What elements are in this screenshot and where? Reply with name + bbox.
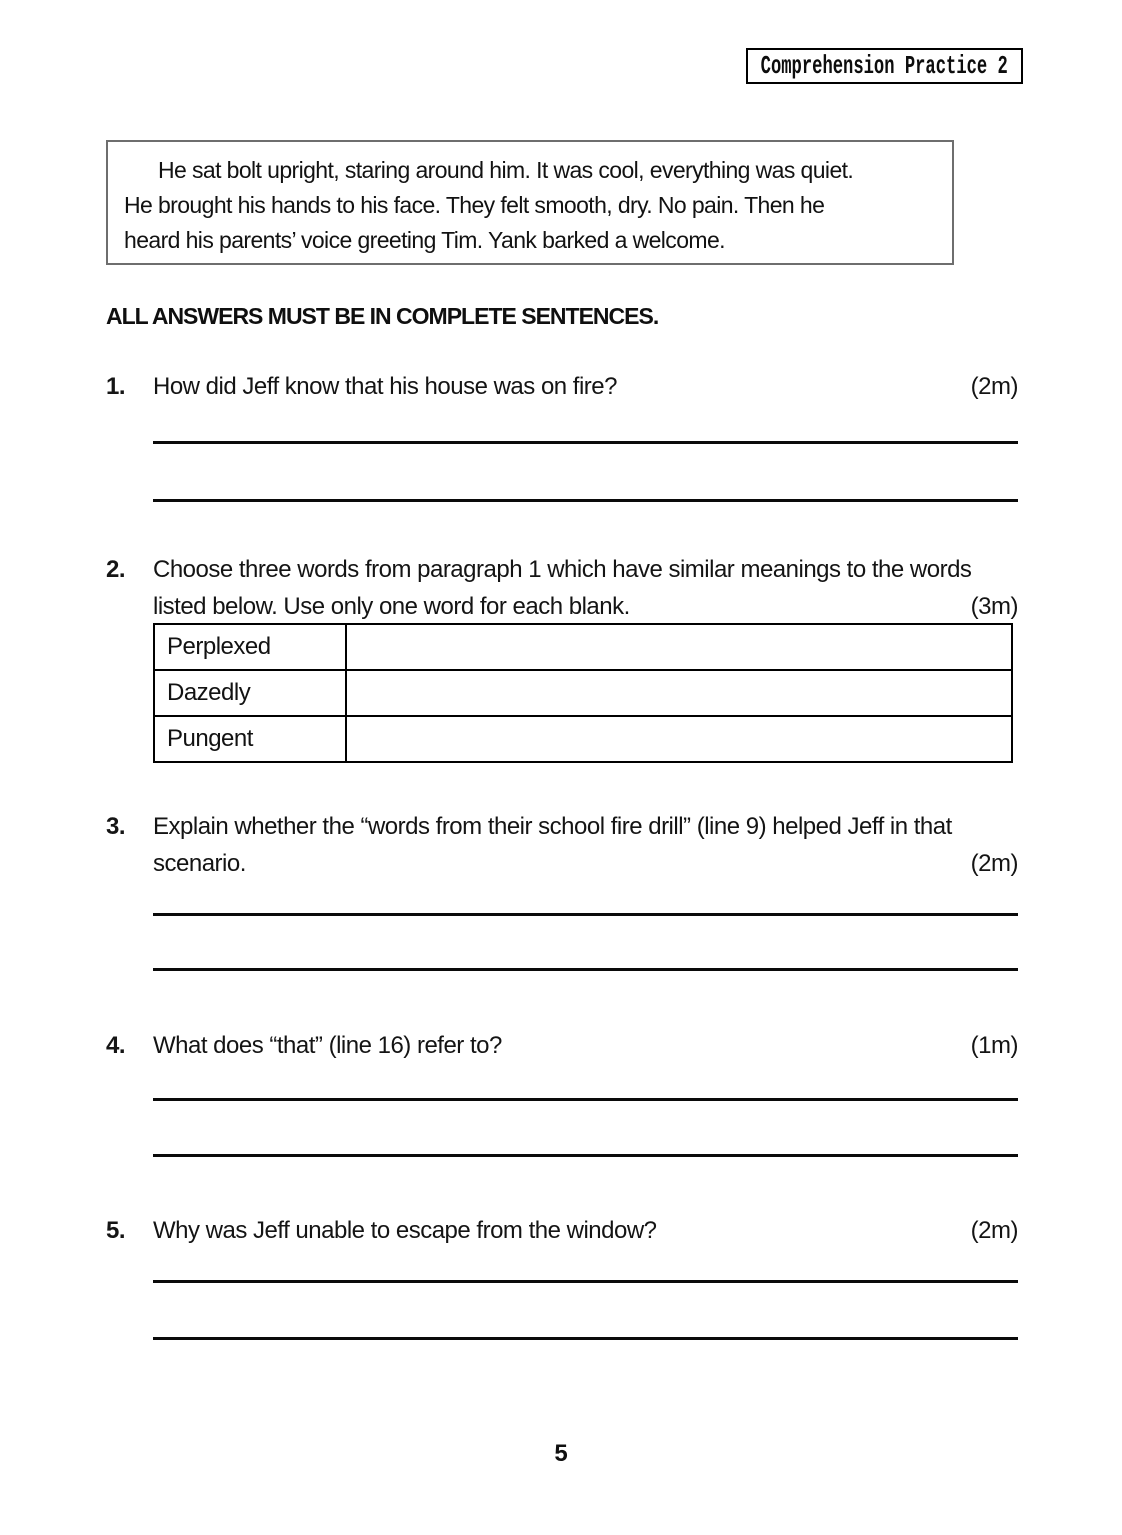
header-tag-text: Comprehension Practice 2 <box>760 51 1009 81</box>
question-1 <box>106 368 1018 405</box>
question-5 <box>106 1212 1018 1249</box>
header-tag <box>746 48 1023 84</box>
question-marks: (3m) <box>970 593 1018 620</box>
page-number: 5 <box>554 1440 568 1467</box>
question-text-line: Explain whether the “words from their school fire drill” (line 9) helped Jeff in that <box>153 813 952 840</box>
answer-line <box>153 441 1018 444</box>
question-marks: (2m) <box>970 850 1018 877</box>
passage-line: He brought his hands to his face. They felt smooth, dry. No pain. Then he <box>124 192 825 218</box>
table-row <box>154 624 1012 670</box>
question-4 <box>106 1027 1018 1064</box>
word-cell: Perplexed <box>154 624 346 670</box>
question-marks: (2m) <box>970 1217 1018 1244</box>
question-text <box>153 1212 1018 1249</box>
answer-line <box>153 499 1018 502</box>
question-text <box>153 551 1018 625</box>
synonym-table <box>153 623 1013 763</box>
answer-cell <box>346 670 1012 716</box>
question-2 <box>106 551 1018 625</box>
passage-box <box>106 140 954 265</box>
table-row <box>154 716 1012 762</box>
answer-line <box>153 1337 1018 1340</box>
instruction-heading: ALL ANSWERS MUST BE IN COMPLETE SENTENCES. <box>106 303 659 329</box>
answer-line <box>153 1098 1018 1101</box>
question-text-line: What does “that” (line 16) refer to? <box>153 1032 502 1059</box>
passage-line: heard his parents’ voice greeting Tim. Yank barked a welcome. <box>124 227 725 253</box>
word-cell: Dazedly <box>154 670 346 716</box>
question-marks: (2m) <box>970 373 1018 400</box>
answer-cell <box>346 716 1012 762</box>
passage-line: He sat bolt upright, staring around him. It was cool, everything was quiet. <box>158 157 854 183</box>
table-row <box>154 670 1012 716</box>
question-number: 4. <box>106 1032 126 1059</box>
question-3 <box>106 808 1018 882</box>
answer-line <box>153 1280 1018 1283</box>
answer-line <box>153 913 1018 916</box>
question-number: 1. <box>106 373 126 400</box>
question-text <box>153 1027 1018 1064</box>
question-text-line: listed below. Use only one word for each blank. <box>153 593 630 620</box>
question-number: 5. <box>106 1217 126 1244</box>
question-number: 3. <box>106 813 126 840</box>
question-text <box>153 368 1018 405</box>
answer-line <box>153 968 1018 971</box>
question-text-line: Why was Jeff unable to escape from the window? <box>153 1217 657 1244</box>
question-text-line: Choose three words from paragraph 1 which have similar meanings to the words <box>153 556 972 583</box>
question-text-line: How did Jeff know that his house was on fire? <box>153 373 617 400</box>
question-text-line: scenario. <box>153 850 246 877</box>
question-marks: (1m) <box>970 1032 1018 1059</box>
question-text <box>153 808 1018 882</box>
answer-line <box>153 1154 1018 1157</box>
word-cell: Pungent <box>154 716 346 762</box>
question-number: 2. <box>106 556 126 583</box>
answer-cell <box>346 624 1012 670</box>
